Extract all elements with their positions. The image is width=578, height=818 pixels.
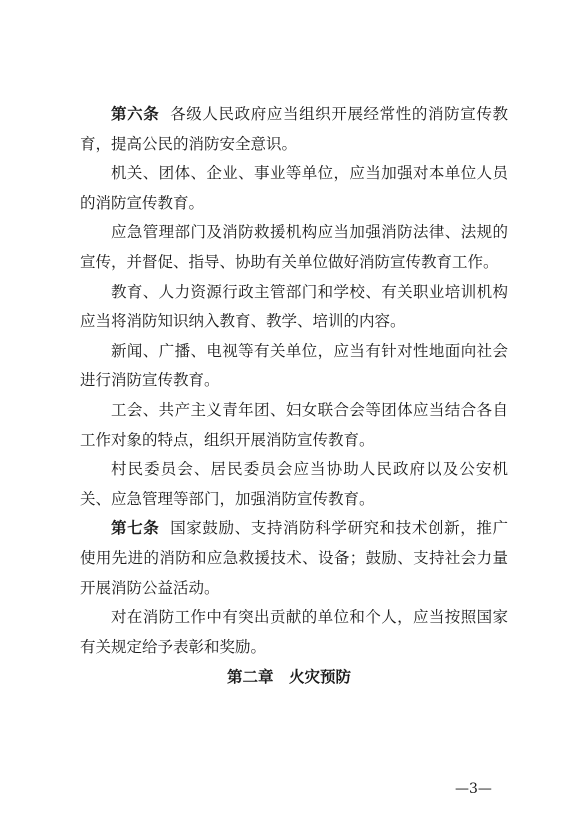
paragraph-text: 村民委员会、居民委员会应当协助人民政府以及公安机关、应急管理等部门，加强消防宣传教育。 — [80, 460, 508, 508]
paragraph-text: 机关、团体、企业、事业等单位，应当加强对本单位人员的消防宣传教育。 — [80, 164, 508, 212]
article-number: 第七条 — [111, 519, 160, 538]
paragraph — [80, 396, 508, 455]
body-text — [80, 100, 508, 662]
paragraph — [80, 159, 508, 218]
paragraph-text: 教育、人力资源行政主管部门和学校、有关职业培训机构应当将消防知识纳入教育、教学、培训的内容。 — [80, 282, 508, 331]
paragraph — [80, 455, 508, 514]
paragraph-text: 对在消防工作中有突出贡献的单位和个人，应当按照国家有关规定给予表彰和奖励。 — [80, 608, 508, 656]
article-number: 第六条 — [111, 105, 160, 123]
paragraph — [80, 218, 508, 277]
paragraph — [80, 603, 508, 662]
paragraph — [80, 337, 508, 396]
paragraph-text: 应急管理部门及消防救援机构应当加强消防法律、法规的宣传，并督促、指导、协助有关单位做好消防宣传教育工作。 — [80, 223, 508, 271]
page-number: —3— — [455, 781, 492, 797]
paragraph-text: 各级人民政府应当组织开展经常性的消防宣传教育，提高公民的消防安全意识。 — [80, 105, 508, 153]
paragraph — [80, 278, 508, 337]
paragraph-text: 工会、共产主义青年团、妇女联合会等团体应当结合各自工作对象的特点，组织开展消防宣传教育。 — [80, 400, 508, 449]
paragraph-article-6 — [80, 100, 508, 159]
paragraph-text: 新闻、广播、电视等有关单位，应当有针对性地面向社会进行消防宣传教育。 — [80, 341, 508, 390]
paragraph-article-7 — [80, 514, 508, 603]
chapter-heading: 第二章 火灾预防 — [226, 668, 351, 686]
paragraph-text: 国家鼓励、支持消防科学研究和技术创新，推广使用先进的消防和应急救援技术、设备；鼓励、支持社会力量开展消防公益活动。 — [80, 519, 508, 597]
